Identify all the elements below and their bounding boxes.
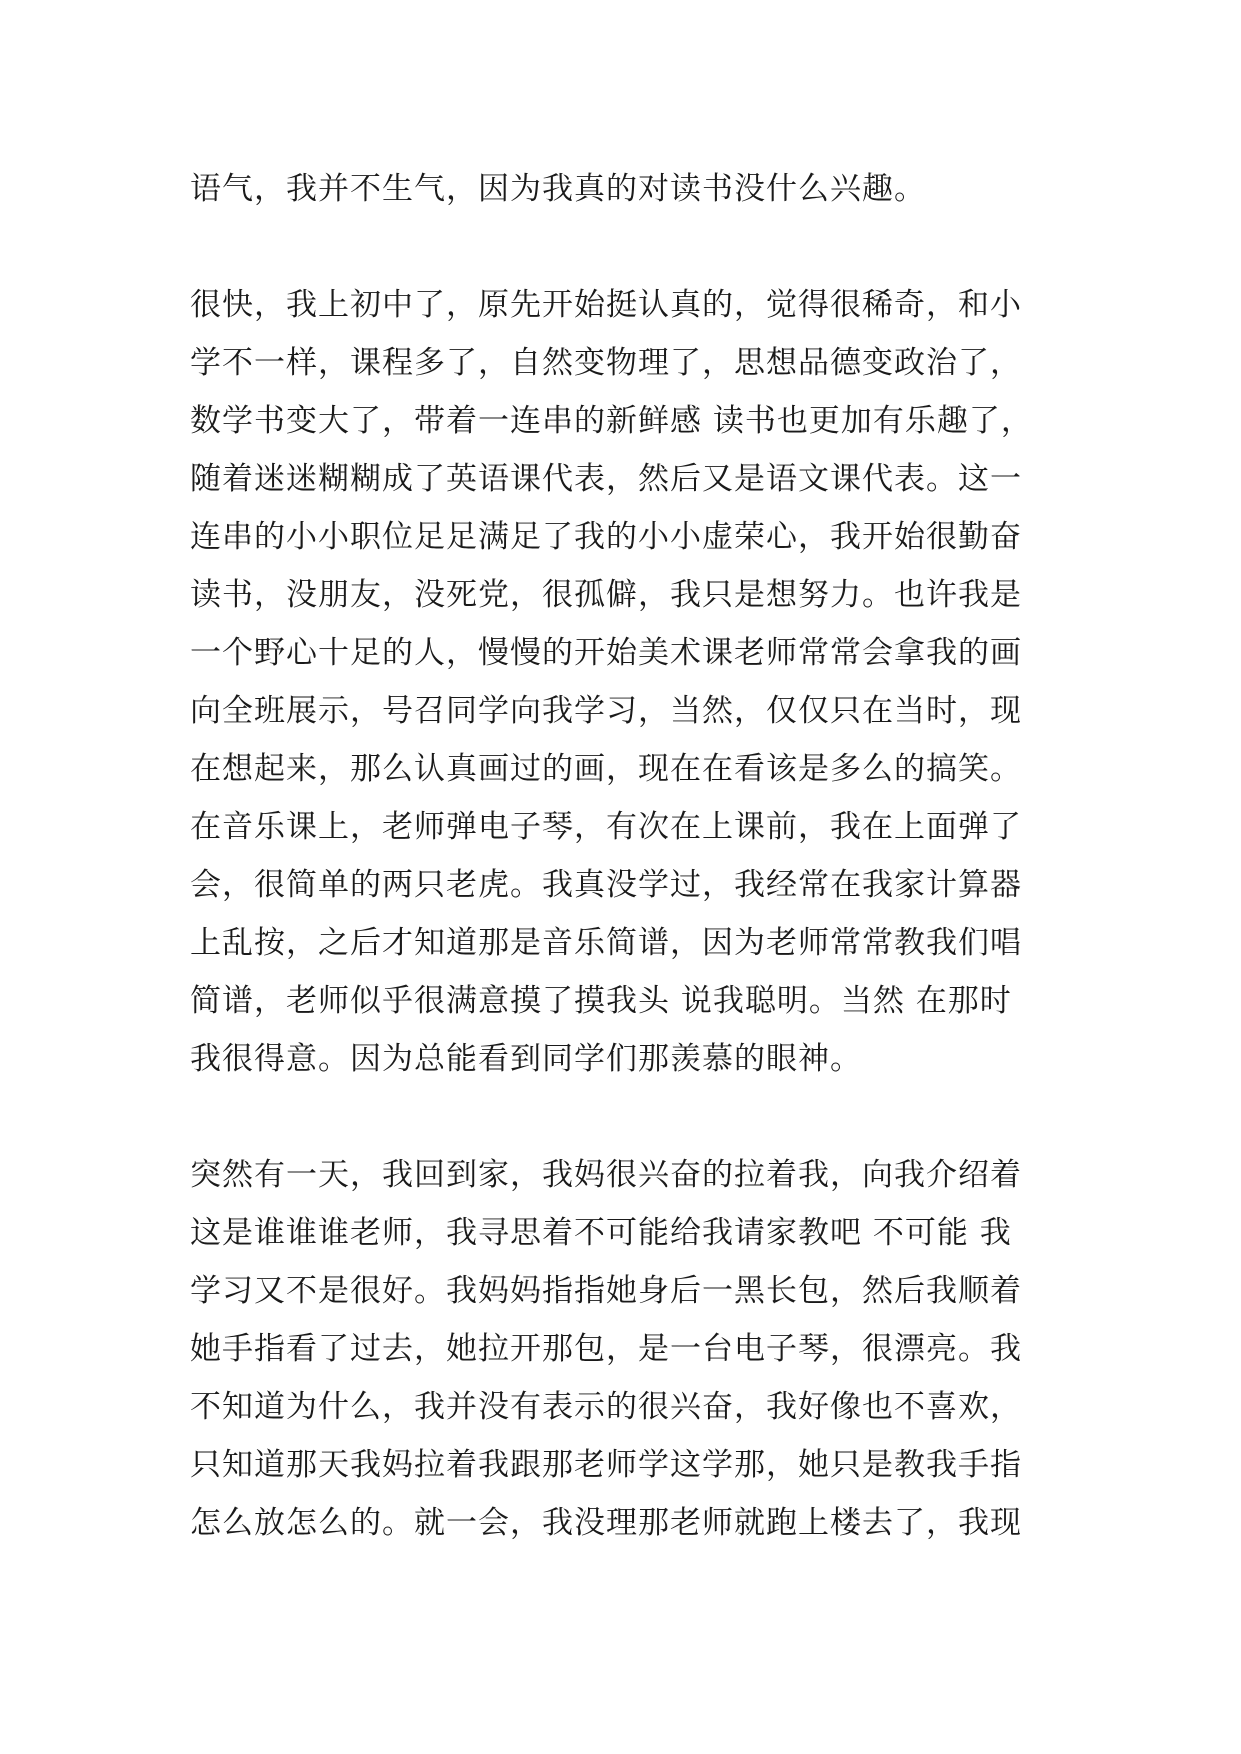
text-line: 怎么放怎么的。就一会，我没理那老师就跑上楼去了，我现 bbox=[190, 1505, 1022, 1541]
paragraph-gap bbox=[190, 218, 1070, 276]
text-line: 这是谁谁谁老师，我寻思着不可能给我请家教吧 不可能 我 bbox=[190, 1215, 1012, 1251]
text-line: 突然有一天，我回到家，我妈很兴奋的拉着我，向我介绍着 bbox=[190, 1157, 1022, 1193]
paragraph-1 bbox=[190, 160, 1070, 218]
text-line: 学不一样，课程多了，自然变物理了，思想品德变政治了， bbox=[190, 345, 1022, 381]
text-line: 连串的小小职位足足满足了我的小小虚荣心，我开始很勤奋 bbox=[190, 519, 1022, 555]
text-line: 她手指看了过去，她拉开那包，是一台电子琴，很漂亮。我 bbox=[190, 1331, 1022, 1367]
text-line: 在想起来，那么认真画过的画，现在在看该是多么的搞笑。 bbox=[190, 751, 1022, 787]
paragraph-3 bbox=[190, 1146, 1070, 1552]
paragraph-2 bbox=[190, 276, 1070, 1088]
text-line: 向全班展示，号召同学向我学习，当然，仅仅只在当时，现 bbox=[190, 693, 1022, 729]
text-line: 简谱，老师似乎很满意摸了摸我头 说我聪明。当然 在那时 bbox=[190, 983, 1012, 1019]
text-line: 一个野心十足的人，慢慢的开始美术课老师常常会拿我的画 bbox=[190, 635, 1022, 671]
text-line: 随着迷迷糊糊成了英语课代表，然后又是语文课代表。这一 bbox=[190, 461, 1022, 497]
text-line: 语气，我并不生气，因为我真的对读书没什么兴趣。 bbox=[190, 171, 926, 207]
text-line: 数学书变大了，带着一连串的新鲜感 读书也更加有乐趣了， bbox=[190, 403, 1033, 439]
text-line: 读书，没朋友，没死党，很孤僻，我只是想努力。也许我是 bbox=[190, 577, 1022, 613]
text-line: 学习又不是很好。我妈妈指指她身后一黑长包，然后我顺着 bbox=[190, 1273, 1022, 1309]
text-line: 很快，我上初中了，原先开始挺认真的，觉得很稀奇，和小 bbox=[190, 287, 1022, 323]
text-line: 上乱按，之后才知道那是音乐简谱，因为老师常常教我们唱 bbox=[190, 925, 1022, 961]
text-line: 在音乐课上，老师弹电子琴，有次在上课前，我在上面弹了 bbox=[190, 809, 1022, 845]
text-line: 只知道那天我妈拉着我跟那老师学这学那，她只是教我手指 bbox=[190, 1447, 1022, 1483]
body-text bbox=[190, 160, 1070, 1552]
text-line: 不知道为什么，我并没有表示的很兴奋，我好像也不喜欢， bbox=[190, 1389, 1022, 1425]
text-line: 会，很简单的两只老虎。我真没学过，我经常在我家计算器 bbox=[190, 867, 1022, 903]
paragraph-gap bbox=[190, 1088, 1070, 1146]
text-line: 我很得意。因为总能看到同学们那羡慕的眼神。 bbox=[190, 1041, 862, 1077]
